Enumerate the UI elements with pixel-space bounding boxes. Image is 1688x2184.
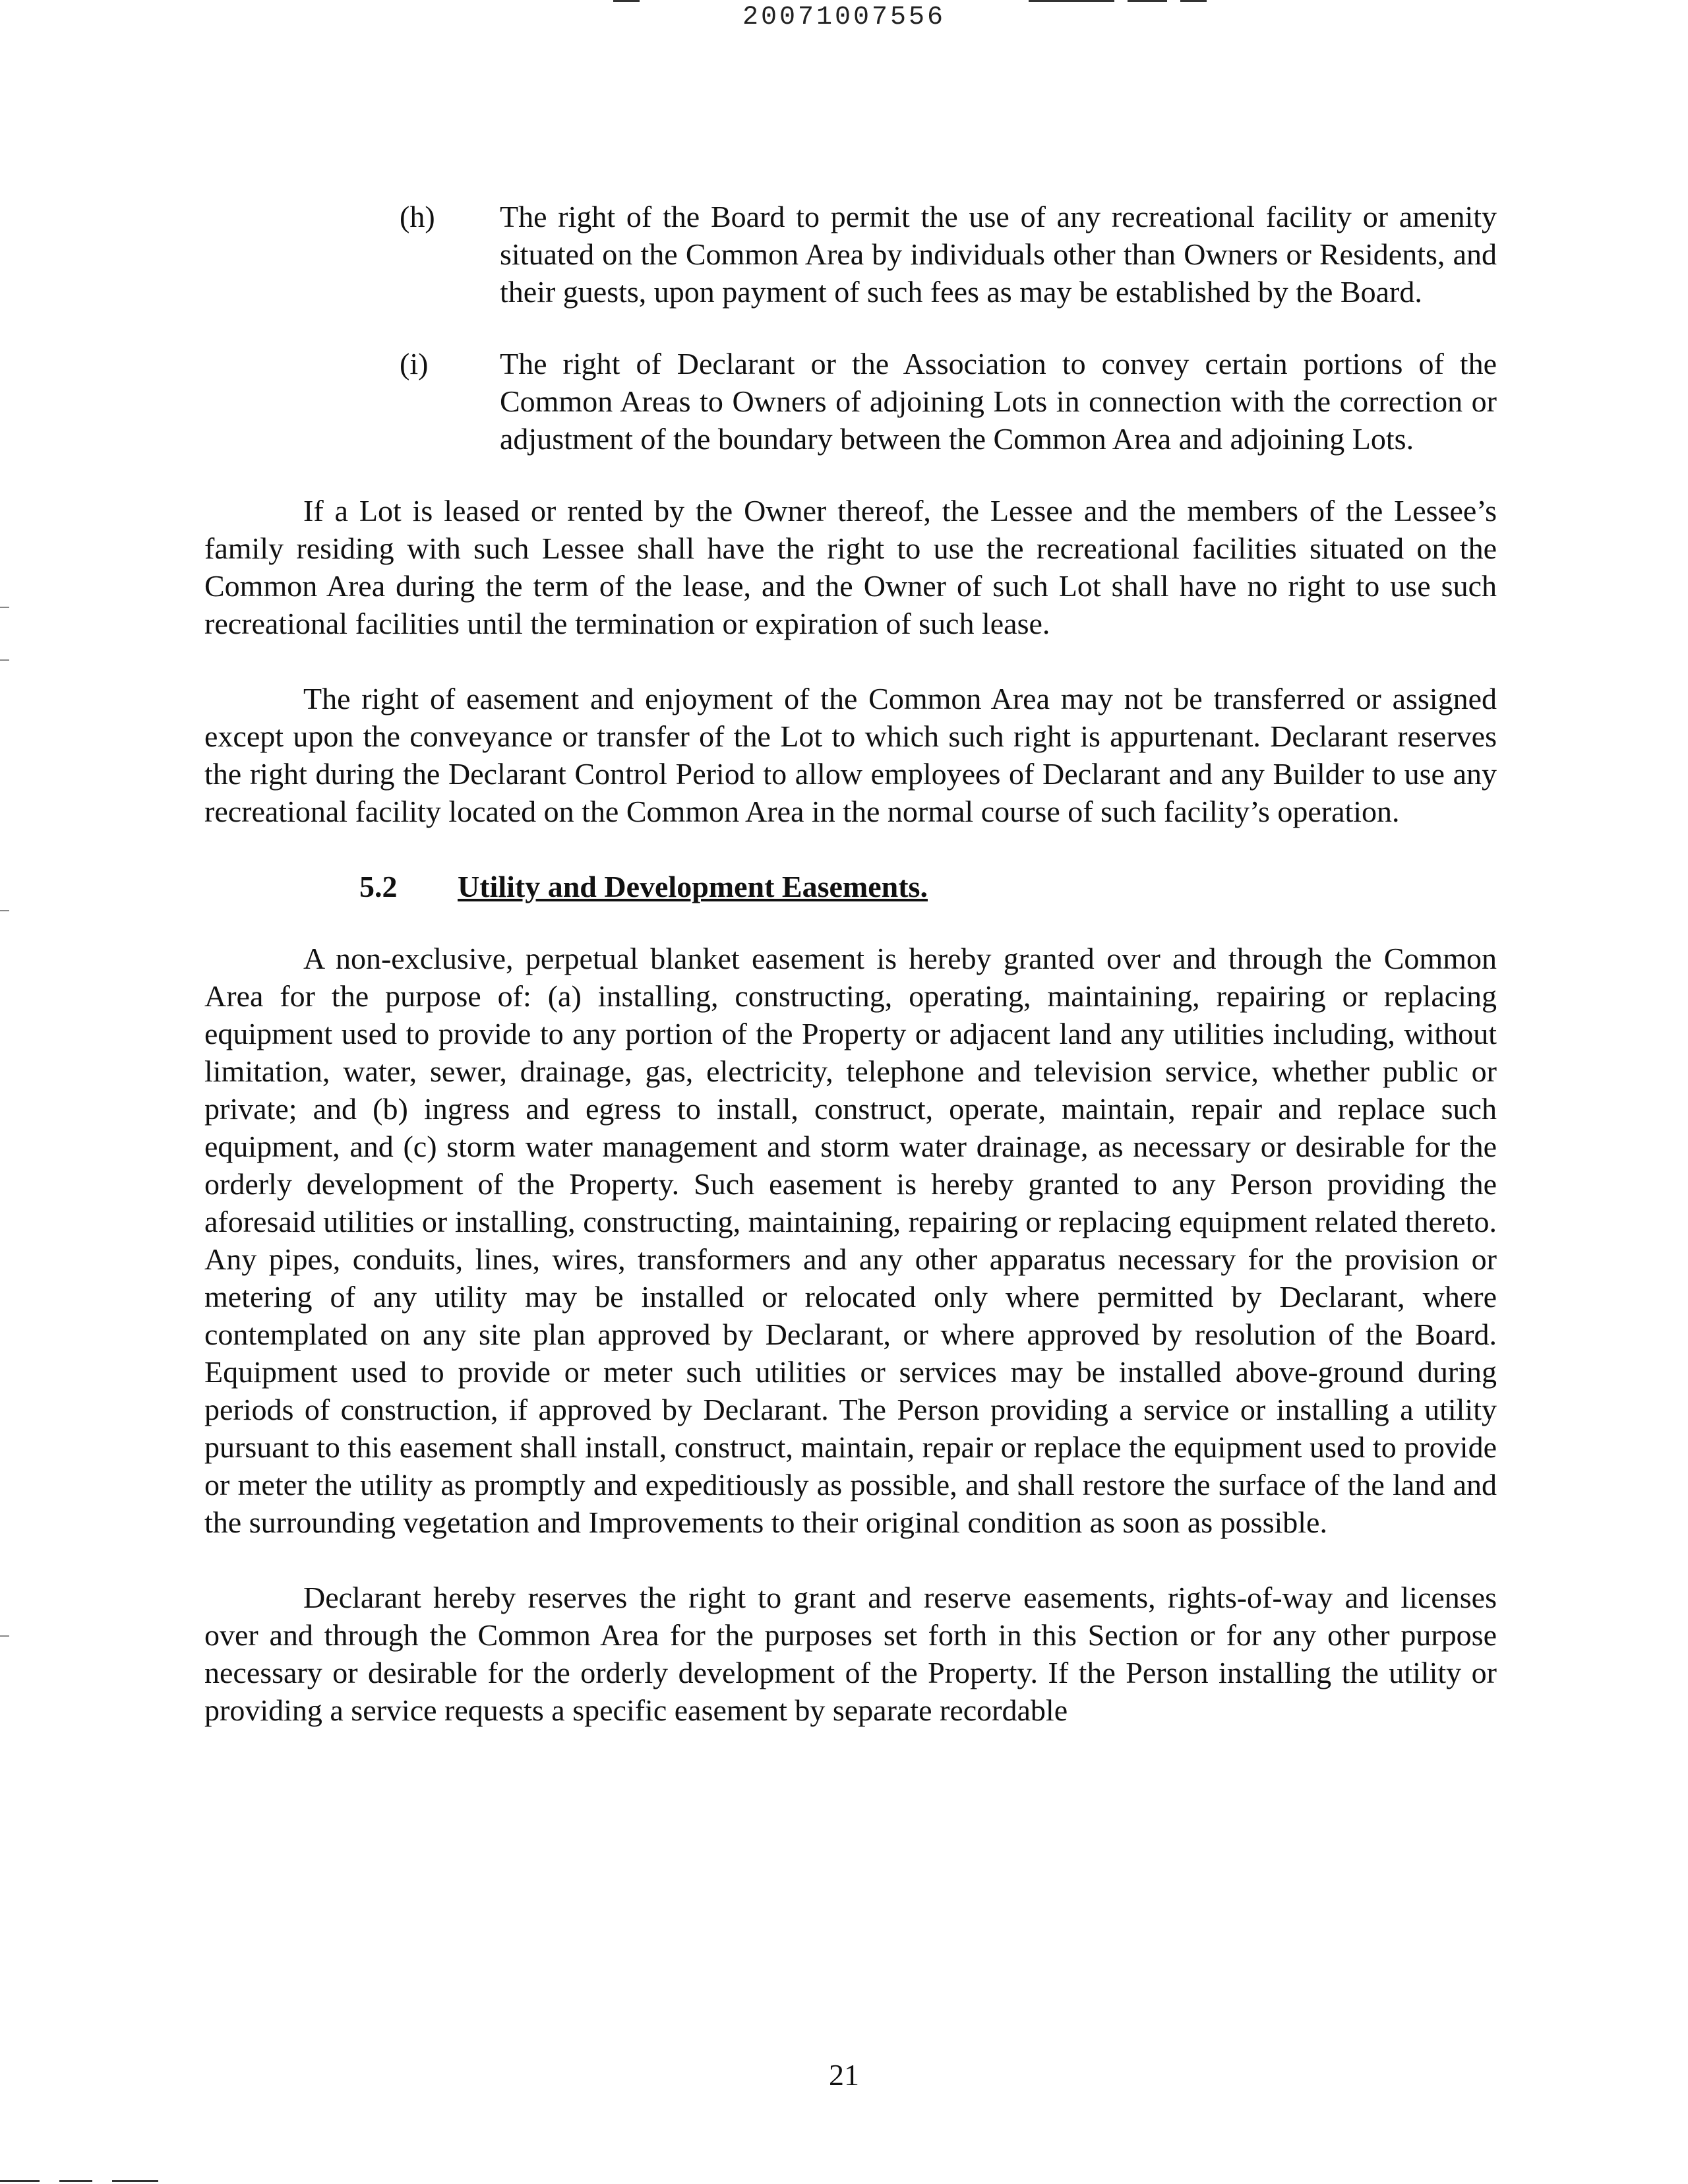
paragraph-easement-transfer: The right of easement and enjoyment of the Common Area may not be transferred or assigned except upon the conveyance or transfer of the Lot to which such right is appurtenant. Declarant reserves the right during the Declarant Control Period to allow employees of Declarant and any Builder to use any recreational facility located on the Common Area in the normal course of such facility’s operation. xyxy=(204,682,1497,828)
list-item-label: (i) xyxy=(400,347,429,380)
scan-mark-top-right-2 xyxy=(1128,0,1167,2)
edge-tick xyxy=(0,910,9,911)
scan-mark-top-right-1 xyxy=(1029,0,1114,2)
scan-mark-top-right-3 xyxy=(1180,0,1207,2)
section-heading xyxy=(204,868,1497,905)
scan-mark-bottom-2 xyxy=(59,2180,92,2182)
list-item-label: (h) xyxy=(400,200,435,233)
paragraph-lease: If a Lot is leased or rented by the Owner thereof, the Lessee and the members of the Lessee’s family residing with such Lessee shall have the right to use the recreational facilities situated on the Common Area during the term of the lease, and the Owner of such Lot shall have no right to use such recreational facilities until the termination or expiration of such lease. xyxy=(204,494,1497,640)
edge-tick xyxy=(0,659,9,661)
edge-tick xyxy=(0,1635,9,1637)
section-title: Utility and Development Easements. xyxy=(458,870,928,903)
paragraph-declarant-reserves: Declarant hereby reserves the right to grant and reserve easements, rights-of-way and licenses over and through the Common Area for the purposes set forth in this Section or for any other purpose necessary or desirable for the orderly development of the Property. If the Person installing the utility or providing a service requests a specific easement by separate recordable xyxy=(204,1581,1497,1727)
document-number: 20071007556 xyxy=(742,3,946,32)
page-number: 21 xyxy=(829,2058,859,2092)
paragraph-utility-easement: A non-exclusive, perpetual blanket easement is hereby granted over and through the Common Area for the purpose of: (a) installing, constructing, operating, maintaining, repairing or replacing equipment used to provide to any portion of the Property or adjacent land any utilities including, without limitation, water, sewer, drainage, gas, electricity, telephone and television service, whether public or private; and (b) ingress and egress to install, construct, operate, maintain, repair and replace such equipment, and (c) storm water management and storm water drainage, as necessary or desirable for the orderly development of the Property. Such easement is hereby granted to any Person providing the aforesaid utilities or installing, constructing, maintaining, repairing or replacing equipment related thereto. Any pipes, conduits, lines, wires, transformers and any other apparatus necessary for the provision or metering of any utility may be installed or relocated only where permitted by Declarant, where contemplated on any site plan approved by Declarant, or where approved by resolution of the Board. Equipment used to provide or meter such utilities or services may be installed above-ground during periods of construction, if approved by Declarant. The Person providing a service or installing a utility pursuant to this easement shall install, construct, maintain, repair or replace the equipment used to provide or meter the utility as promptly and expeditiously as possible, and shall restore the surface of the land and the surrounding vegetation and Improvements to their original condition as soon as possible. xyxy=(204,942,1497,1539)
document-body xyxy=(204,198,1497,1767)
list-item-i xyxy=(204,345,1497,458)
scan-mark-bottom-1 xyxy=(0,2180,40,2182)
list-item-text: The right of Declarant or the Association to convey certain portions of the Common Areas to Owners of adjoining Lots in connection with the correction or adjustment of the boundary between the Common Area and adjoining Lots. xyxy=(500,347,1497,456)
edge-tick xyxy=(0,607,9,608)
list-item-text: The right of the Board to permit the use of any recreational facility or amenity situated on the Common Area by individuals other than Owners or Residents, and their guests, upon payment of such fees as may be established by the Board. xyxy=(500,200,1497,309)
scan-mark-bottom-3 xyxy=(112,2180,158,2182)
list-item-h xyxy=(204,198,1497,311)
section-number: 5.2 xyxy=(359,870,398,903)
scan-mark-top-left xyxy=(613,0,640,2)
